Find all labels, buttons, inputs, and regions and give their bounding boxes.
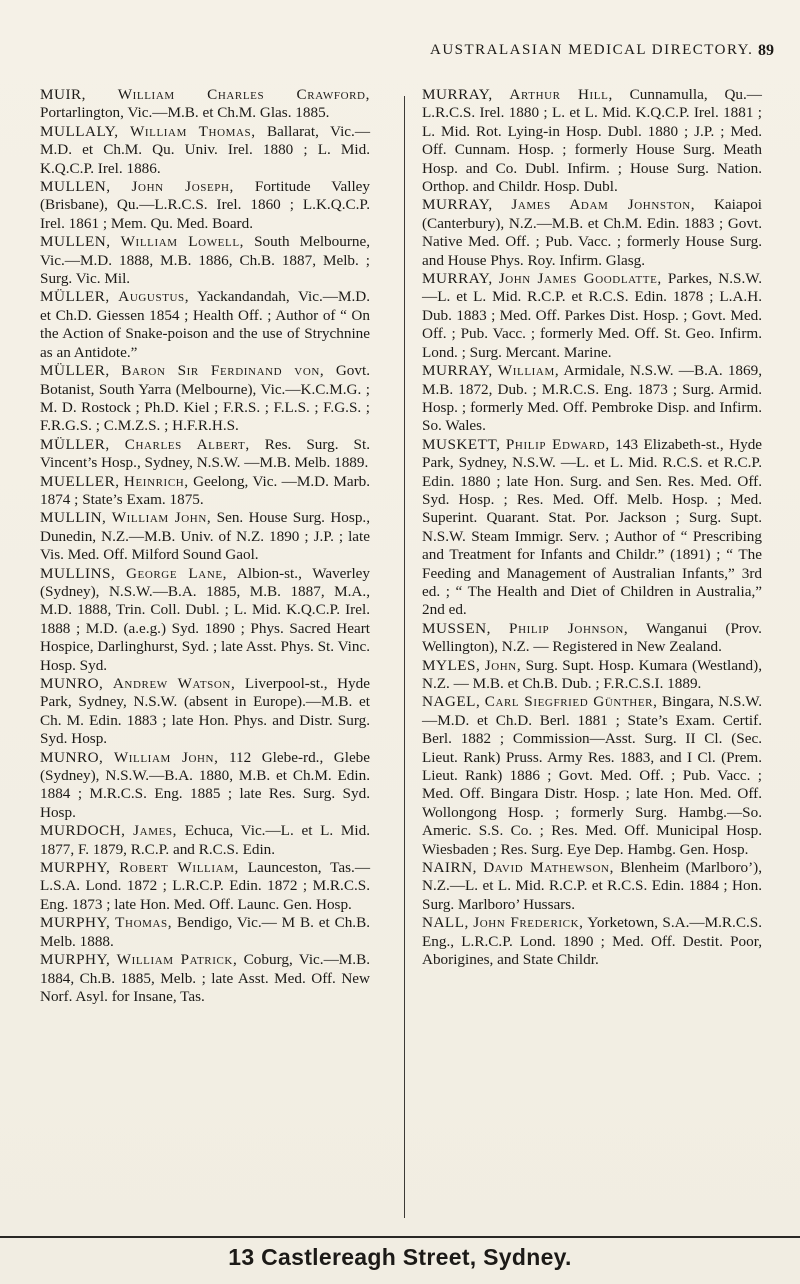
entry-details: 143 Elizabeth-st., Hyde Park, Sydney, N.S.W. —L. et L. Mid. R.C.S. et R.C.P. Edin. 1880 ; late Hon. Surg. and Sen. Res. Med. Off. Syd. Hosp. ; Res. Med. Off. Melb. Hosp. ; Med. Superint. Quarant. Stat. Por. Jackson ; Surg. Supt. N.S.W. Steam Immigr. Serv. ; Author of “ Prescribing and Treatment for Infants and Childr.” (1891) ; “ The Feeding and Management of Australian Infants,” 3rd ed. ; “ The Health and Diet of Children in Australia,” 2nd ed. [422, 435, 763, 619]
entry-details: Yorketown, S.A.—M.R.C.S. Eng., L.R.C.P. Lond. 1890 ; Med. Off. Destit. Poor, Aborigines, and State Childr. [422, 914, 762, 969]
entry-surname: MURRAY, [422, 196, 493, 214]
entry-surname: MUNRO, [40, 748, 104, 766]
page-footer [0, 1236, 800, 1272]
entry-surname: MURDOCH, [40, 822, 126, 840]
directory-entry [40, 178, 370, 233]
entry-given-names: George Lane, [125, 564, 228, 582]
right-column [422, 86, 762, 970]
entry-given-names: James, [133, 822, 178, 840]
directory-entry [40, 509, 370, 564]
directory-entry [422, 914, 762, 969]
entry-surname: MULLALY, [40, 122, 119, 140]
directory-entry [40, 362, 370, 436]
directory-entry [40, 436, 370, 473]
directory-entry [40, 86, 370, 123]
entry-details: Fortitude Valley (Brisbane), Qu.—L.R.C.S. Irel. 1860 ; L.K.Q.C.P. Irel. 1861 ; Mem. Qu. Med. Board. [40, 178, 371, 232]
entry-given-names: William John, [113, 748, 219, 766]
directory-entry [422, 693, 762, 859]
entry-details: Wanganui (Prov. Wellington), N.Z. — Registered in New Zealand. [422, 619, 762, 656]
entry-details: Geelong, Vic. —M.D. Marb. 1874 ; State’s Exam. 1875. [40, 472, 371, 508]
entry-surname: MULLINS, [40, 564, 116, 582]
entry-surname: NAGEL, [422, 693, 481, 711]
page-number: 89 [758, 42, 774, 59]
entry-given-names: John, [484, 656, 522, 674]
entry-details: Albion-st., Waverley (Sydney), N.S.W.—B.A. 1885, M.B. 1887, M.A., M.D. 1888, Trin. Coll. Dubl. ; L. Mid. K.Q.C.P. Irel. 1888 ; M.D. (a.e.g.) Syd. 1890 ; Phys. Sacred Heart Hospice, Darlinghurst, Syd. ; late Asst. Phys. St. Vinc. Hosp. Syd. [40, 564, 371, 674]
entry-given-names: John Frederick, [473, 914, 584, 932]
column-divider [404, 96, 405, 1218]
entry-surname: NAIRN, [422, 859, 477, 877]
entry-given-names: William Charles Crawford, [117, 86, 370, 103]
entry-surname: MUELLER, [40, 472, 120, 490]
directory-entry [40, 675, 370, 749]
entry-details: Echuca, Vic.—L. et L. Mid. 1877, F. 1879, R.C.P. and R.C.S. Edin. [40, 822, 371, 858]
directory-entry [422, 620, 762, 657]
entry-details: Surg. Supt. Hosp. Kumara (Westland), N.Z. — M.B. et Ch.B. Dub. ; F.R.C.S.I. 1889. [422, 656, 763, 692]
entry-surname: MURRAY, [422, 86, 493, 103]
entry-details: Govt. Botanist, South Yarra (Melbourne), Vic.—K.C.M.G. ; M. D. Rostock ; Ph.D. Kiel ; F.R.S. ; F.L.S. ; F.G.S. ; F.R.G.S. ; C.M.Z.S. ; H.F.R.H.S. [40, 362, 370, 435]
directory-entry [40, 859, 370, 914]
entry-details: Ballarat, Vic.—M.D. et Ch.M. Qu. Univ. Irel. 1880 ; L. Mid. K.Q.C.P. Irel. 1886. [40, 122, 371, 177]
entry-surname: MURRAY, [422, 362, 493, 380]
directory-entry [422, 86, 762, 196]
entry-given-names: Philip Johnson, [509, 619, 629, 637]
directory-entry [40, 233, 370, 288]
entry-surname: MÜLLER, [40, 288, 110, 306]
entry-surname: MURPHY, [40, 914, 111, 932]
entry-surname: MULLIN, [40, 509, 107, 527]
directory-entry [40, 123, 370, 178]
entry-given-names: William, [497, 362, 560, 380]
directory-entry [40, 565, 370, 675]
entry-details: Armidale, N.S.W. —B.A. 1869, M.B. 1872, Dub. ; M.R.C.S. Eng. 1873 ; Surg. Armid. Hosp. ; formerly Med. Off. Pembroke Disp. and Infirm. So. Wales. [422, 362, 762, 435]
entry-details: South Melbourne, Vic.—M.D. 1888, M.B. 1886, Ch.B. 1887, Melb. ; Surg. Vic. Mil. [40, 233, 371, 288]
entry-surname: MURRAY, [422, 270, 493, 288]
page-header [430, 30, 790, 60]
directory-entry [40, 288, 370, 362]
entry-given-names: Andrew Watson, [112, 675, 236, 692]
directory-entry [40, 473, 370, 510]
entry-details: Res. Surg. St. Vincent’s Hosp., Sydney, N.S.W. —M.B. Melb. 1889. [40, 435, 370, 472]
entry-surname: MUIR, [40, 86, 86, 103]
entry-given-names: John Joseph, [131, 178, 234, 196]
footer-address: 13 Castlereagh Street, Sydney. [228, 1244, 572, 1270]
entry-surname: MURPHY, [40, 951, 111, 969]
entry-details: Sen. House Surg. Hosp., Dunedin, N.Z.—M.B. Univ. of N.Z. 1890 ; J.P. ; late Vis. Med. Off. Milford Sound Gaol. [40, 509, 371, 564]
entry-surname: MULLEN, [40, 178, 111, 196]
entry-details: 112 Glebe-rd., Glebe (Sydney), N.S.W.—B.A. 1880, M.B. et Ch.M. Edin. 1884 ; M.R.C.S. Eng. 1885 ; late Res. Surg. Syd. Hosp. [40, 748, 371, 821]
entry-given-names: David Mathewson, [483, 859, 614, 877]
entry-surname: MUNRO, [40, 675, 104, 692]
entry-given-names: William Thomas, [129, 122, 256, 140]
entry-given-names: William Patrick, [116, 951, 238, 969]
directory-entry [422, 196, 762, 270]
entry-details: Bendigo, Vic.— M B. et Ch.B. Melb. 1888. [40, 914, 371, 950]
entry-details: Kaiapoi (Canterbury), N.Z.—M.B. et Ch.M. Edin. 1883 ; Govt. Native Med. Off. ; Pub. Vacc. ; formerly House Surg. and House Phys. Roy. Infirm. Glasg. [422, 196, 763, 269]
directory-entry [422, 362, 762, 436]
entry-given-names: Thomas, [115, 914, 173, 932]
entry-given-names: Robert William, [119, 859, 239, 877]
entry-surname: MÜLLER, [40, 362, 110, 380]
entry-surname: MYLES, [422, 656, 481, 674]
entry-given-names: John James Goodlatte, [498, 270, 662, 288]
entry-details: Coburg, Vic.—M.B. 1884, Ch.B. 1885, Melb. ; late Asst. Med. Off. New Norf. Asyl. for Insane, Tas. [40, 951, 370, 1005]
entry-details: Portarlington, Vic.—M.B. et Ch.M. Glas. 1885. [40, 104, 330, 122]
entry-surname: MÜLLER, [40, 435, 110, 453]
entry-details: Yackandandah, Vic.—M.D. et Ch.D. Giessen 1854 ; Health Off. ; Author of “ On the Action of Snake-poison and the use of Strychnine as an Antidote.” [40, 288, 371, 361]
entry-given-names: Augustus, [118, 288, 190, 306]
entry-details: Blenheim (Marlboro’), N.Z.—L. et L. Mid. R.C.P. et R.C.S. Edin. 1884 ; Hon. Surg. Marlboro’ Hussars. [422, 859, 763, 913]
directory-entry [40, 822, 370, 859]
entry-given-names: Heinrich, [123, 472, 189, 490]
directory-entry [40, 914, 370, 951]
entry-details: Bingara, N.S.W.—M.D. et Ch.D. Berl. 1881 ; State’s Exam. Certif. Berl. 1882 ; Commission—Asst. Surg. II Cl. (Sec. Lieut. Rank) Pruss. Army Res. 1883, and I Cl. (Prem. Lieut. Rank) 1886 ; Govt. Med. Off. ; Pub. Vacc. ; Med. Off. Bingara Distr. Hosp. ; late Hon. Med. Off. Wollongong Hosp. ; formerly Surg. Hambg.—So. Americ. S.S. Co. ; Res. Med. Off. Municipal Hosp. Wiesbaden ; Res. Surg. Eye Dep. Hambg. Gen. Hosp. [422, 693, 763, 858]
entry-given-names: James Adam Johnston, [511, 196, 696, 214]
directory-entry [422, 859, 762, 914]
entry-surname: MUSKETT, [422, 435, 501, 453]
entry-given-names: Arthur Hill, [509, 86, 613, 103]
entry-details: Parkes, N.S.W.—L. et L. Mid. R.C.P. et R.C.S. Edin. 1878 ; L.A.H. Dub. 1883 ; Med. Off. Parkes Dist. Hosp. ; Govt. Med. Off. ; Pub. Vacc. ; formerly Med. Off. St. Geo. Infirm. Lond. ; Surg. Mercant. Marine. [422, 270, 762, 361]
entry-details: Launceston, Tas.—L.S.A. Lond. 1872 ; L.R.C.P. Edin. 1872 ; M.R.C.S. Eng. 1873 ; late Hon. Med. Off. Launc. Gen. Hosp. [40, 859, 371, 913]
entry-given-names: William John, [111, 509, 212, 527]
entry-given-names: Carl Siegfried Günther, [484, 693, 658, 711]
directory-entry [422, 657, 762, 694]
entry-details: Cunnamulla, Qu.—L.R.C.S. Irel. 1880 ; L. et L. Mid. K.Q.C.P. Irel. 1881 ; L. Mid. Rot. Lying-in Hosp. Dubl. 1880 ; J.P. ; Med. Off. Cunnam. Hosp. ; formerly House Surg. Meath Hosp. and Co. Dubl. Infirm. ; House Surg. Nation. Orthop. and Childr. Hosp. Dubl. [422, 86, 762, 196]
entry-given-names: Baron Sir Ferdinand von, [121, 362, 325, 380]
entry-surname: MULLEN, [40, 233, 111, 251]
directory-entry [40, 951, 370, 1006]
entry-details: Liverpool-st., Hyde Park, Sydney, N.S.W. (absent in Europe).—M.B. et Ch. M. Edin. 1883 ; late Hon. Phys. and Distr. Surg. Syd. Hosp. [40, 675, 370, 748]
entry-given-names: William Lowell, [120, 233, 245, 251]
running-head: AUSTRALASIAN MEDICAL DIRECTORY. [430, 42, 754, 58]
entry-surname: MURPHY, [40, 859, 111, 877]
entry-given-names: Philip Edward, [505, 435, 610, 453]
entry-surname: NALL, [422, 914, 469, 932]
directory-entry [40, 749, 370, 823]
entry-given-names: Charles Albert, [124, 435, 250, 453]
entry-surname: MUSSEN, [422, 619, 491, 637]
directory-entry [422, 436, 762, 620]
directory-entry [422, 270, 762, 362]
left-column [40, 86, 370, 1006]
